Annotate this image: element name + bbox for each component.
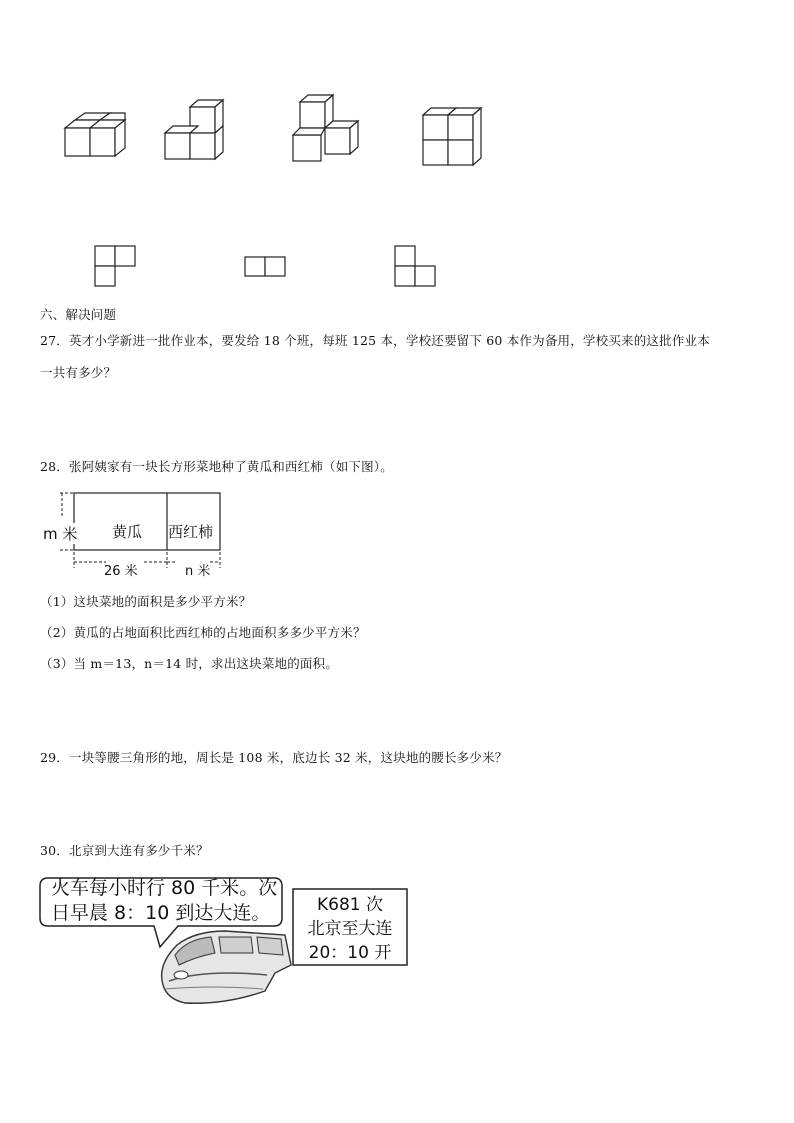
- tomato-label: 西红柿: [168, 523, 214, 541]
- cucumber-label: 黄瓜: [112, 523, 143, 541]
- question-30-stem: 30．北京到大连有多少千米？: [40, 843, 209, 858]
- train-icon: [155, 925, 295, 1007]
- field-height-label: m 米: [43, 525, 78, 543]
- section-title: 六、解决问题: [40, 307, 117, 322]
- cucumber-length-label: 26 米: [104, 564, 138, 579]
- question-27-line2: 一共有多少？: [40, 365, 117, 380]
- ticket-train-number: K681 次: [317, 895, 383, 915]
- cube-figure-4: [420, 103, 490, 173]
- question-28-stem: 28．张阿姨家有一块长方形菜地种了黄瓜和西红柿（如下图）。: [40, 459, 393, 474]
- bubble-line2: 日早晨 8：10 到达大连。: [51, 902, 271, 924]
- question-27-line1: 27．英才小学新进一批作业本，要发给 18 个班，每班 125 本，学校还要留下 60 本作为备用，学校买来的这批作业本: [40, 333, 710, 348]
- question-28-sub1: （1）这块菜地的面积是多少平方米？: [40, 594, 252, 609]
- bubble-line1: 火车每小时行 80 千米。次: [51, 877, 278, 899]
- view-figure-3: [394, 245, 439, 290]
- cube-figure-2: [160, 95, 230, 165]
- question-28-sub2: （2）黄瓜的占地面积比西红柿的占地面积多多少平方米？: [40, 625, 366, 640]
- tomato-length-label: n 米: [185, 564, 211, 579]
- question-28-sub3: （3）当 m＝13，n＝14 时，求出这块菜地的面积。: [40, 656, 339, 671]
- ticket-route: 北京至大连: [307, 919, 393, 939]
- cube-figure-1: [60, 110, 130, 160]
- ticket-departure: 20：10 开: [308, 943, 392, 963]
- cube-figure-3: [288, 90, 368, 165]
- view-figure-1: [94, 245, 139, 290]
- view-figure-2: [244, 256, 289, 281]
- question-29: 29．一块等腰三角形的地，周长是 108 米，底边长 32 米，这块地的腰长多少米？: [40, 750, 508, 765]
